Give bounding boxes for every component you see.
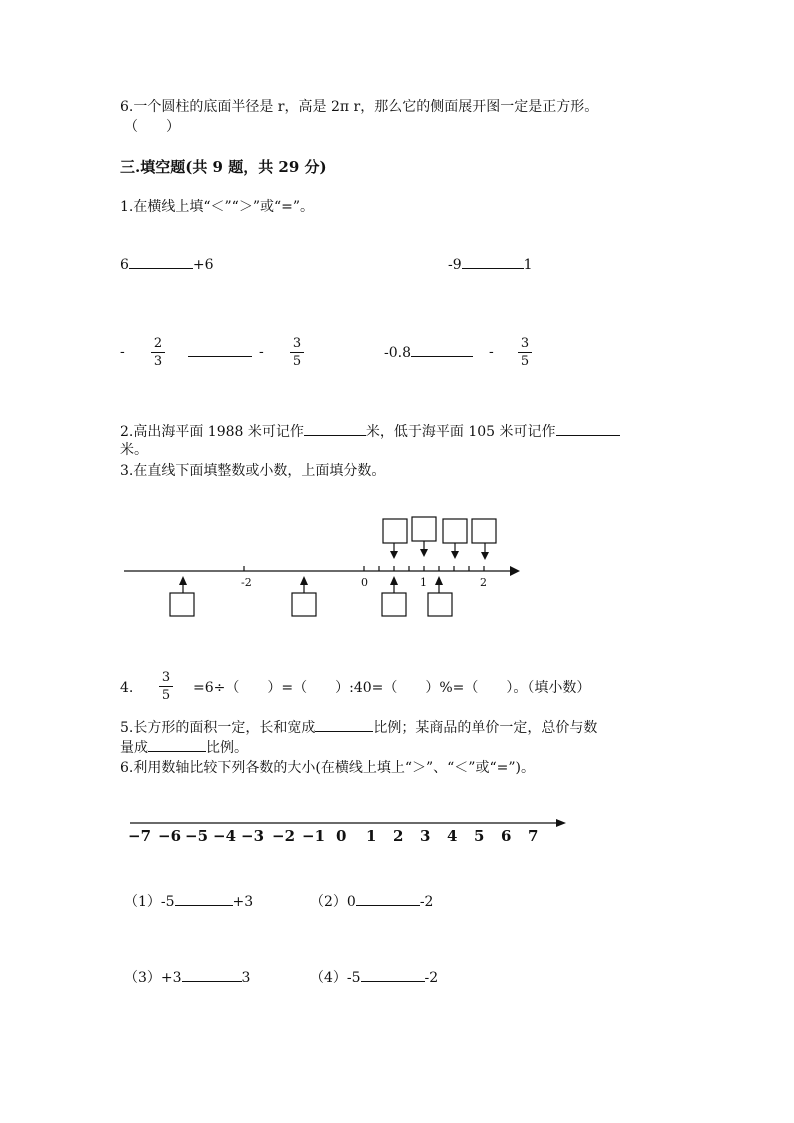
q5-text-b: 比例；某商品的单价一定，总价与数 bbox=[373, 720, 598, 736]
q2-text-a: 2.高出海平面 1988 米可记作 bbox=[120, 424, 304, 440]
q4-expression[interactable]: =6÷（ ）=（ ）:40=（ ）%=（ ）。（填小数） bbox=[193, 680, 591, 696]
part-label: （2）0 bbox=[310, 894, 356, 910]
q6-number-line bbox=[130, 819, 566, 827]
fraction-denominator: 3 bbox=[153, 354, 163, 369]
axis-label: −3 bbox=[241, 827, 265, 845]
q5-line2 bbox=[120, 738, 248, 757]
q6-part-2 bbox=[310, 892, 433, 911]
answer-blank[interactable] bbox=[175, 892, 233, 906]
part-right: +3 bbox=[232, 894, 254, 910]
q3-number-line bbox=[124, 517, 520, 616]
arrowheads bbox=[179, 549, 489, 585]
part-label: （3）+3 bbox=[124, 970, 182, 986]
axis-arrowhead bbox=[556, 819, 566, 827]
answer-box[interactable] bbox=[292, 593, 316, 616]
q5-text-a: 5.长方形的面积一定，长和宽成 bbox=[120, 720, 316, 736]
answer-box[interactable] bbox=[382, 593, 406, 616]
answer-box[interactable] bbox=[443, 519, 467, 543]
q2-line2: 米。 bbox=[120, 442, 148, 458]
fraction-denominator: 5 bbox=[161, 688, 171, 703]
q3-tick-labels bbox=[241, 576, 487, 589]
fraction-three-fifths bbox=[159, 670, 173, 703]
fraction-numerator: 3 bbox=[520, 336, 530, 351]
q1-prompt: 1.在横线上填“＜”“＞”或“=”。 bbox=[120, 199, 315, 215]
tick-label: -2 bbox=[241, 576, 252, 589]
q6-prompt: 6.利用数轴比较下列各数的大小(在横线上填上“＞”、“＜”或“=”)。 bbox=[120, 760, 535, 776]
q1-d-sign: - bbox=[489, 344, 494, 360]
q1-b-left: -9 bbox=[448, 257, 462, 273]
axis-label: 5 bbox=[474, 827, 485, 845]
answer-box[interactable] bbox=[170, 593, 194, 616]
axis-label: −7 bbox=[128, 827, 152, 845]
axis-label: −1 bbox=[302, 827, 326, 845]
part-label: （1）-5 bbox=[124, 894, 175, 910]
q6-part-4 bbox=[310, 968, 438, 987]
q2-text-b: 米，低于海平面 105 米可记作 bbox=[365, 424, 556, 440]
q1-a-left: 6 bbox=[120, 257, 129, 273]
part-right: -2 bbox=[419, 894, 434, 910]
part-right: -2 bbox=[424, 970, 439, 986]
q5-text-c: 量成 bbox=[120, 740, 148, 756]
answer-blank[interactable] bbox=[182, 968, 242, 982]
fraction-denominator: 5 bbox=[292, 354, 302, 369]
answer-blank[interactable] bbox=[361, 968, 425, 982]
answer-box[interactable] bbox=[412, 517, 436, 541]
q4-number: 4. bbox=[120, 680, 134, 696]
q1-d-left: -0.8 bbox=[384, 345, 411, 361]
axis-label: 7 bbox=[528, 827, 539, 845]
axis-label: −4 bbox=[213, 827, 237, 845]
fraction-numerator: 2 bbox=[153, 336, 163, 351]
part-right: 3 bbox=[241, 970, 251, 986]
part-label: （4）-5 bbox=[310, 970, 361, 986]
answer-box[interactable] bbox=[428, 593, 452, 616]
answer-blank[interactable] bbox=[356, 892, 420, 906]
answer-box[interactable] bbox=[383, 519, 407, 543]
axis-label: 1 bbox=[366, 827, 377, 845]
q1-c-sign2: - bbox=[259, 344, 264, 360]
tf-question-6: 6.一个圆柱的底面半径是 r，高是 2π r，那么它的侧面展开图一定是正方形。 bbox=[120, 99, 599, 115]
q3-prompt: 3.在直线下面填整数或小数，上面填分数。 bbox=[120, 463, 386, 479]
q6-axis-labels bbox=[128, 827, 538, 845]
q1-c-sign1: - bbox=[120, 344, 125, 360]
q6-part-3 bbox=[124, 968, 250, 987]
axis-label: 4 bbox=[447, 827, 458, 845]
tick-label: 1 bbox=[420, 576, 427, 589]
axis-arrowhead bbox=[510, 566, 520, 576]
axis-label: −5 bbox=[185, 827, 209, 845]
q5-text-d: 比例。 bbox=[206, 740, 248, 756]
answer-box[interactable] bbox=[472, 519, 496, 543]
answer-blank[interactable] bbox=[148, 738, 206, 752]
fraction-denominator: 5 bbox=[520, 354, 530, 369]
q1-b-right: 1 bbox=[523, 257, 533, 273]
tick-label: 2 bbox=[480, 576, 487, 589]
answer-blank[interactable] bbox=[315, 718, 373, 732]
axis-label: 6 bbox=[501, 827, 512, 845]
fraction-numerator: 3 bbox=[292, 336, 302, 351]
q1-a-right: +6 bbox=[192, 257, 214, 273]
axis-label: 2 bbox=[393, 827, 404, 845]
q5-line1 bbox=[120, 718, 597, 737]
axis-label: −6 bbox=[158, 827, 182, 845]
q6-part-1 bbox=[124, 892, 253, 911]
axis-label: 3 bbox=[420, 827, 431, 845]
section-title: 三.填空题(共 9 题，共 29 分) bbox=[120, 158, 327, 176]
tick-label: 0 bbox=[361, 576, 368, 589]
axis-label: −2 bbox=[272, 827, 296, 845]
fraction-numerator: 3 bbox=[161, 670, 171, 685]
tf-answer-bracket[interactable]: （ ） bbox=[124, 119, 180, 135]
axis-label: 0 bbox=[336, 827, 347, 845]
